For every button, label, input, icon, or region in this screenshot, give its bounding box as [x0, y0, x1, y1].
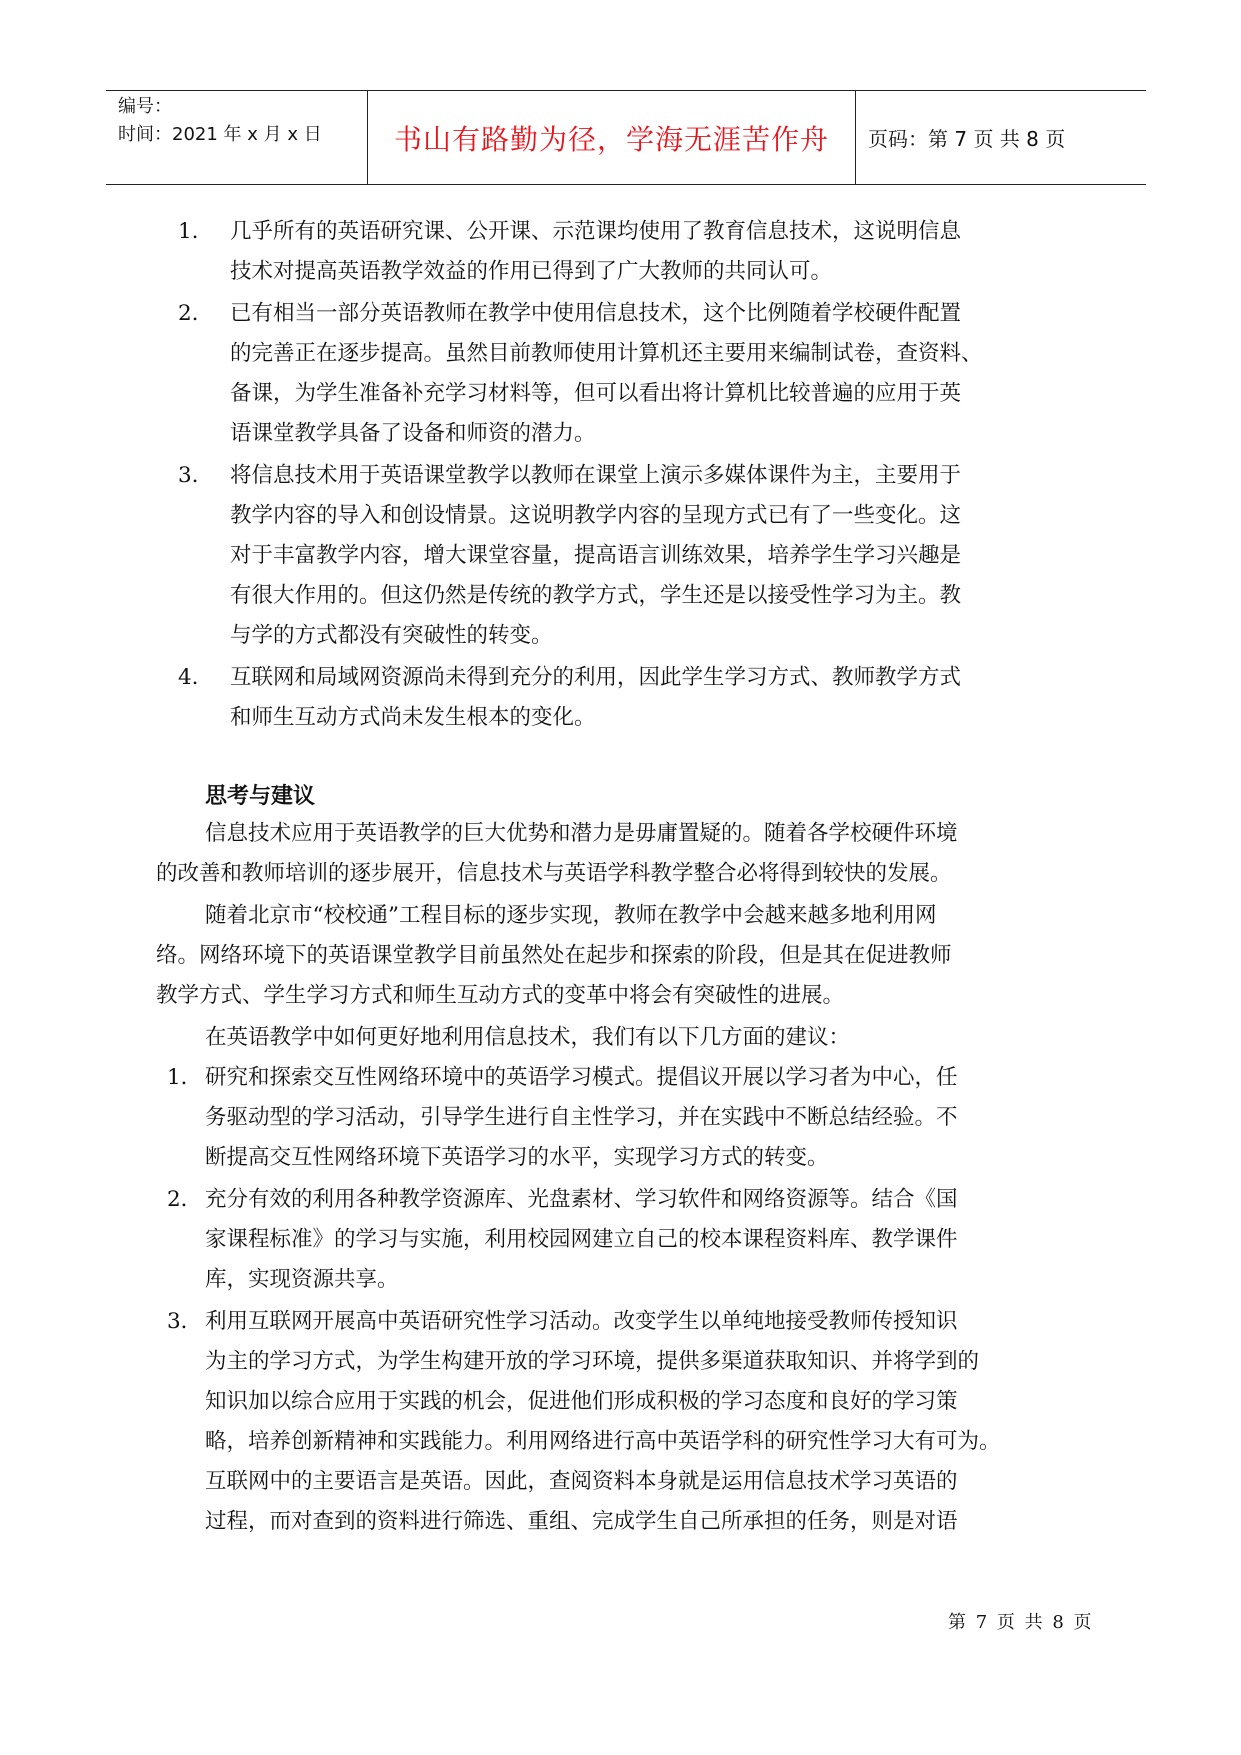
page-footer: 第 7 页 共 8 页 — [948, 1612, 1094, 1633]
section-heading: 思考与建议 — [205, 784, 316, 809]
header-page-cell — [856, 91, 1146, 184]
finding-item-line: 有很大作用的。但这仍然是传统的教学方式，学生还是以接受性学习为主。教 — [230, 583, 962, 608]
body-paragraph-line: 教学方式、学生学习方式和师生互动方式的变革中将会有突破性的进展。 — [156, 983, 845, 1008]
suggestion-item-line: 务驱动型的学习活动，引导学生进行自主性学习，并在实践中不断总结经验。不 — [205, 1105, 958, 1130]
suggestion-item-number: 1． — [167, 1065, 203, 1090]
finding-item-number: 2. — [178, 301, 199, 326]
finding-item-line: 教学内容的导入和创设情景。这说明教学内容的呈现方式已有了一些变化。这 — [230, 503, 962, 528]
suggestion-item-line: 为主的学习方式，为学生构建开放的学习环境，提供多渠道获取知识、并将学到的 — [205, 1349, 980, 1374]
body-paragraph-line: 络。网络环境下的英语课堂教学目前虽然处在起步和探索的阶段，但是其在促进教师 — [156, 943, 952, 968]
finding-item-line: 几乎所有的英语研究课、公开课、示范课均使用了教育信息技术，这说明信息 — [230, 219, 962, 244]
suggestion-item-line: 库，实现资源共享。 — [205, 1267, 399, 1292]
suggestion-item-line: 充分有效的利用各种教学资源库、光盘素材、学习软件和网络资源等。结合《国 — [205, 1187, 958, 1212]
finding-item-line: 与学的方式都没有突破性的转变。 — [230, 623, 553, 648]
finding-item-line: 对于丰富教学内容，增大课堂容量，提高语言训练效果，培养学生学习兴趣是 — [230, 543, 962, 568]
page-header — [106, 90, 1146, 185]
suggestion-item-line: 略，培养创新精神和实践能力。利用网络进行高中英语学科的研究性学习大有可为。 — [205, 1429, 1001, 1454]
finding-item-number: 4. — [178, 665, 199, 690]
finding-item-line: 互联网和局域网资源尚未得到充分的利用，因此学生学习方式、教师教学方式 — [230, 665, 962, 690]
finding-item-number: 1. — [178, 219, 199, 244]
body-paragraph-line: 的改善和教师培训的逐步展开，信息技术与英语学科教学整合必将得到较快的发展。 — [156, 861, 952, 886]
finding-item-line: 技术对提高英语教学效益的作用已得到了广大教师的共同认可。 — [230, 259, 833, 284]
finding-item-line: 已有相当一部分英语教师在教学中使用信息技术，这个比例随着学校硬件配置 — [230, 301, 962, 326]
suggestion-item-number: 2． — [167, 1187, 203, 1212]
finding-item-line: 的完善正在逐步提高。虽然目前教师使用计算机还主要用来编制试卷，查资料、 — [230, 341, 983, 366]
body-paragraph-line: 在英语教学中如何更好地利用信息技术，我们有以下几方面的建议： — [205, 1025, 851, 1050]
suggestion-item-number: 3． — [167, 1309, 203, 1334]
suggestion-item-line: 知识加以综合应用于实践的机会，促进他们形成积极的学习态度和良好的学习策 — [205, 1389, 958, 1414]
document-date: 时间：2021 年 x 月 x 日 — [118, 124, 322, 145]
body-paragraph-line: 信息技术应用于英语教学的巨大优势和潜力是毋庸置疑的。随着各学校硬件环境 — [205, 821, 958, 846]
finding-item-line: 将信息技术用于英语课堂教学以教师在课堂上演示多媒体课件为主，主要用于 — [230, 463, 962, 488]
finding-item-number: 3. — [178, 463, 199, 488]
header-page-number: 页码：第 7 页 共 8 页 — [868, 127, 1066, 151]
suggestion-item-line: 家课程标准》的学习与实施，利用校园网建立自己的校本课程资料库、教学课件 — [205, 1227, 958, 1252]
header-motto-cell — [368, 91, 856, 184]
header-motto: 书山有路勤为径，学海无涯苦作舟 — [393, 122, 829, 156]
suggestion-item-line: 互联网中的主要语言是英语。因此，查阅资料本身就是运用信息技术学习英语的 — [205, 1469, 958, 1494]
suggestion-item-line: 过程，而对查到的资料进行筛选、重组、完成学生自己所承担的任务，则是对语 — [205, 1509, 958, 1534]
suggestion-item-line: 研究和探索交互性网络环境中的英语学习模式。提倡议开展以学习者为中心，任 — [205, 1065, 958, 1090]
body-paragraph-line: 随着北京市“校校通”工程目标的逐步实现，教师在教学中会越来越多地利用网 — [205, 903, 937, 928]
header-meta — [106, 91, 368, 184]
finding-item-line: 语课堂教学具备了设备和师资的潜力。 — [230, 421, 596, 446]
finding-item-line: 备课，为学生准备补充学习材料等，但可以看出将计算机比较普遍的应用于英 — [230, 381, 962, 406]
suggestion-item-line: 利用互联网开展高中英语研究性学习活动。改变学生以单纯地接受教师传授知识 — [205, 1309, 958, 1334]
finding-item-line: 和师生互动方式尚未发生根本的变化。 — [230, 705, 596, 730]
suggestion-item-line: 断提高交互性网络环境下英语学习的水平，实现学习方式的转变。 — [205, 1145, 829, 1170]
document-number-label: 编号： — [118, 96, 172, 117]
